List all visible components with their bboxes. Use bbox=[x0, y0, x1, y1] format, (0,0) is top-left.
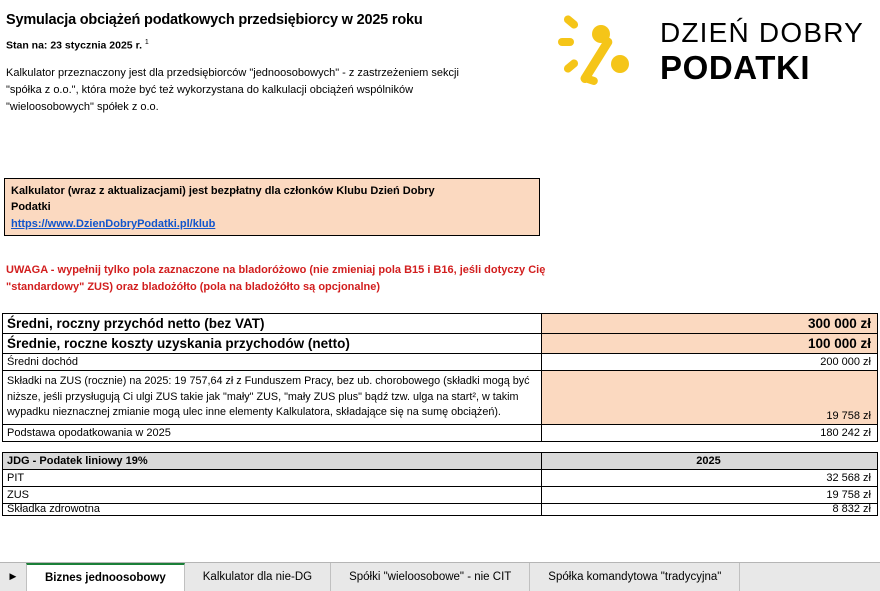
percent-sun-icon bbox=[558, 12, 646, 90]
section-year: 2025 bbox=[542, 453, 878, 469]
row-value-input[interactable]: 100 000 zł bbox=[542, 334, 878, 353]
warning-note: UWAGA - wypełnij tylko pola zaznaczone na bladoróżowo (nie zmieniaj pola B15 i B16, jeśli dotyczy Cię "standardowy" ZUS) oraz bladożółto (pola na bladożółto są opcjonalne) bbox=[6, 264, 546, 293]
row-value-input[interactable]: 19 758 zł bbox=[542, 371, 878, 424]
row-label: Składka zdrowotna bbox=[2, 504, 542, 515]
table-row-zus[interactable] bbox=[2, 371, 878, 425]
row-value: 32 568 zł bbox=[542, 470, 878, 486]
status-date bbox=[6, 39, 546, 52]
club-info-box bbox=[4, 178, 540, 236]
row-label: Składki na ZUS (rocznie) na 2025: 19 757,64 zł z Funduszem Pracy, bez ub. chorobowego (składki mogą być niższe, jeśli przysługują Ci ulgi ZUS takie jak "mały" ZUS, "mały ZUS plus" bądź tzw. ulga na start², w takim wypadku nieznacznej zmianie mogą ulec inne elementy Kalkulatora, składające się na sumę obciążeń). bbox=[2, 371, 542, 424]
table-spacer bbox=[2, 442, 878, 452]
description bbox=[6, 65, 546, 116]
brand-line-1: DZIEŃ DOBRY bbox=[659, 16, 864, 48]
spacer-right bbox=[542, 442, 878, 452]
table-row[interactable] bbox=[2, 470, 878, 487]
calculator-table bbox=[2, 313, 878, 516]
sheet-tab-bar bbox=[0, 562, 880, 591]
row-value: 200 000 zł bbox=[542, 354, 878, 370]
club-link[interactable]: https://www.DzienDobryPodatki.pl/klub bbox=[11, 217, 216, 230]
sheet-tab-spolka-komandytowa[interactable]: Spółka komandytowa "tradycyjna" bbox=[530, 563, 740, 591]
section-title: JDG - Podatek liniowy 19% bbox=[2, 453, 542, 469]
club-line-2: Podatki bbox=[11, 200, 51, 213]
description-line-2: "spółka z o.o.", która może być też wykorzystana do kalkulacji obciążeń wspólników bbox=[6, 84, 414, 97]
table-row[interactable] bbox=[2, 334, 878, 354]
page-title: Symulacja obciążeń podatkowych przedsiębiorcy w 2025 roku bbox=[6, 12, 423, 28]
row-label: Podstawa opodatkowania w 2025 bbox=[2, 425, 542, 441]
row-label: ZUS bbox=[2, 487, 542, 503]
status-date-footnote: 1 bbox=[144, 38, 149, 46]
table-row[interactable] bbox=[2, 425, 878, 442]
row-label: PIT bbox=[2, 470, 542, 486]
header-area bbox=[0, 0, 880, 116]
brand-line-2: PODATKI bbox=[659, 48, 811, 86]
status-date-text: Stan na: 23 stycznia 2025 r. bbox=[6, 39, 145, 52]
tab-next-icon[interactable]: ► bbox=[7, 571, 19, 583]
sheet-tab-spolki-wieloosobowe[interactable]: Spółki "wieloosobowe" - nie CIT bbox=[331, 563, 530, 591]
row-label: Średni dochód bbox=[2, 354, 542, 370]
row-value: 180 242 zł bbox=[542, 425, 878, 441]
row-label: Średnie, roczne koszty uzyskania przychodów (netto) bbox=[2, 334, 542, 353]
table-row[interactable] bbox=[2, 504, 878, 516]
brand-logo bbox=[558, 12, 872, 90]
row-value-input[interactable]: 300 000 zł bbox=[542, 314, 878, 333]
club-line-1: Kalkulator (wraz z aktualizacjami) jest bezpłatny dla członków Klubu Dzień Dobry bbox=[11, 185, 435, 197]
brand-wordmark bbox=[659, 16, 864, 86]
row-value: 19 758 zł bbox=[542, 487, 878, 503]
sheet-tab-kalkulator-nie-dg[interactable]: Kalkulator dla nie-DG bbox=[185, 563, 331, 591]
spacer-left bbox=[2, 442, 542, 452]
row-value: 8 832 zł bbox=[542, 504, 878, 515]
table-row[interactable] bbox=[2, 313, 878, 334]
description-line-3: "wieloosobowych" spółek z o.o. bbox=[6, 101, 159, 114]
table-row[interactable] bbox=[2, 354, 878, 371]
sheet-tab-biznes-jednoosobowy[interactable]: Biznes jednoosobowy bbox=[26, 563, 185, 591]
title-block bbox=[6, 8, 546, 116]
row-label: Średni, roczny przychód netto (bez VAT) bbox=[2, 314, 542, 333]
description-line-1: Kalkulator przeznaczony jest dla przedsiębiorców "jednoosobowych" - z zastrzeżeniem sekcji bbox=[6, 67, 459, 80]
section-header-row bbox=[2, 452, 878, 470]
table-row[interactable] bbox=[2, 487, 878, 504]
